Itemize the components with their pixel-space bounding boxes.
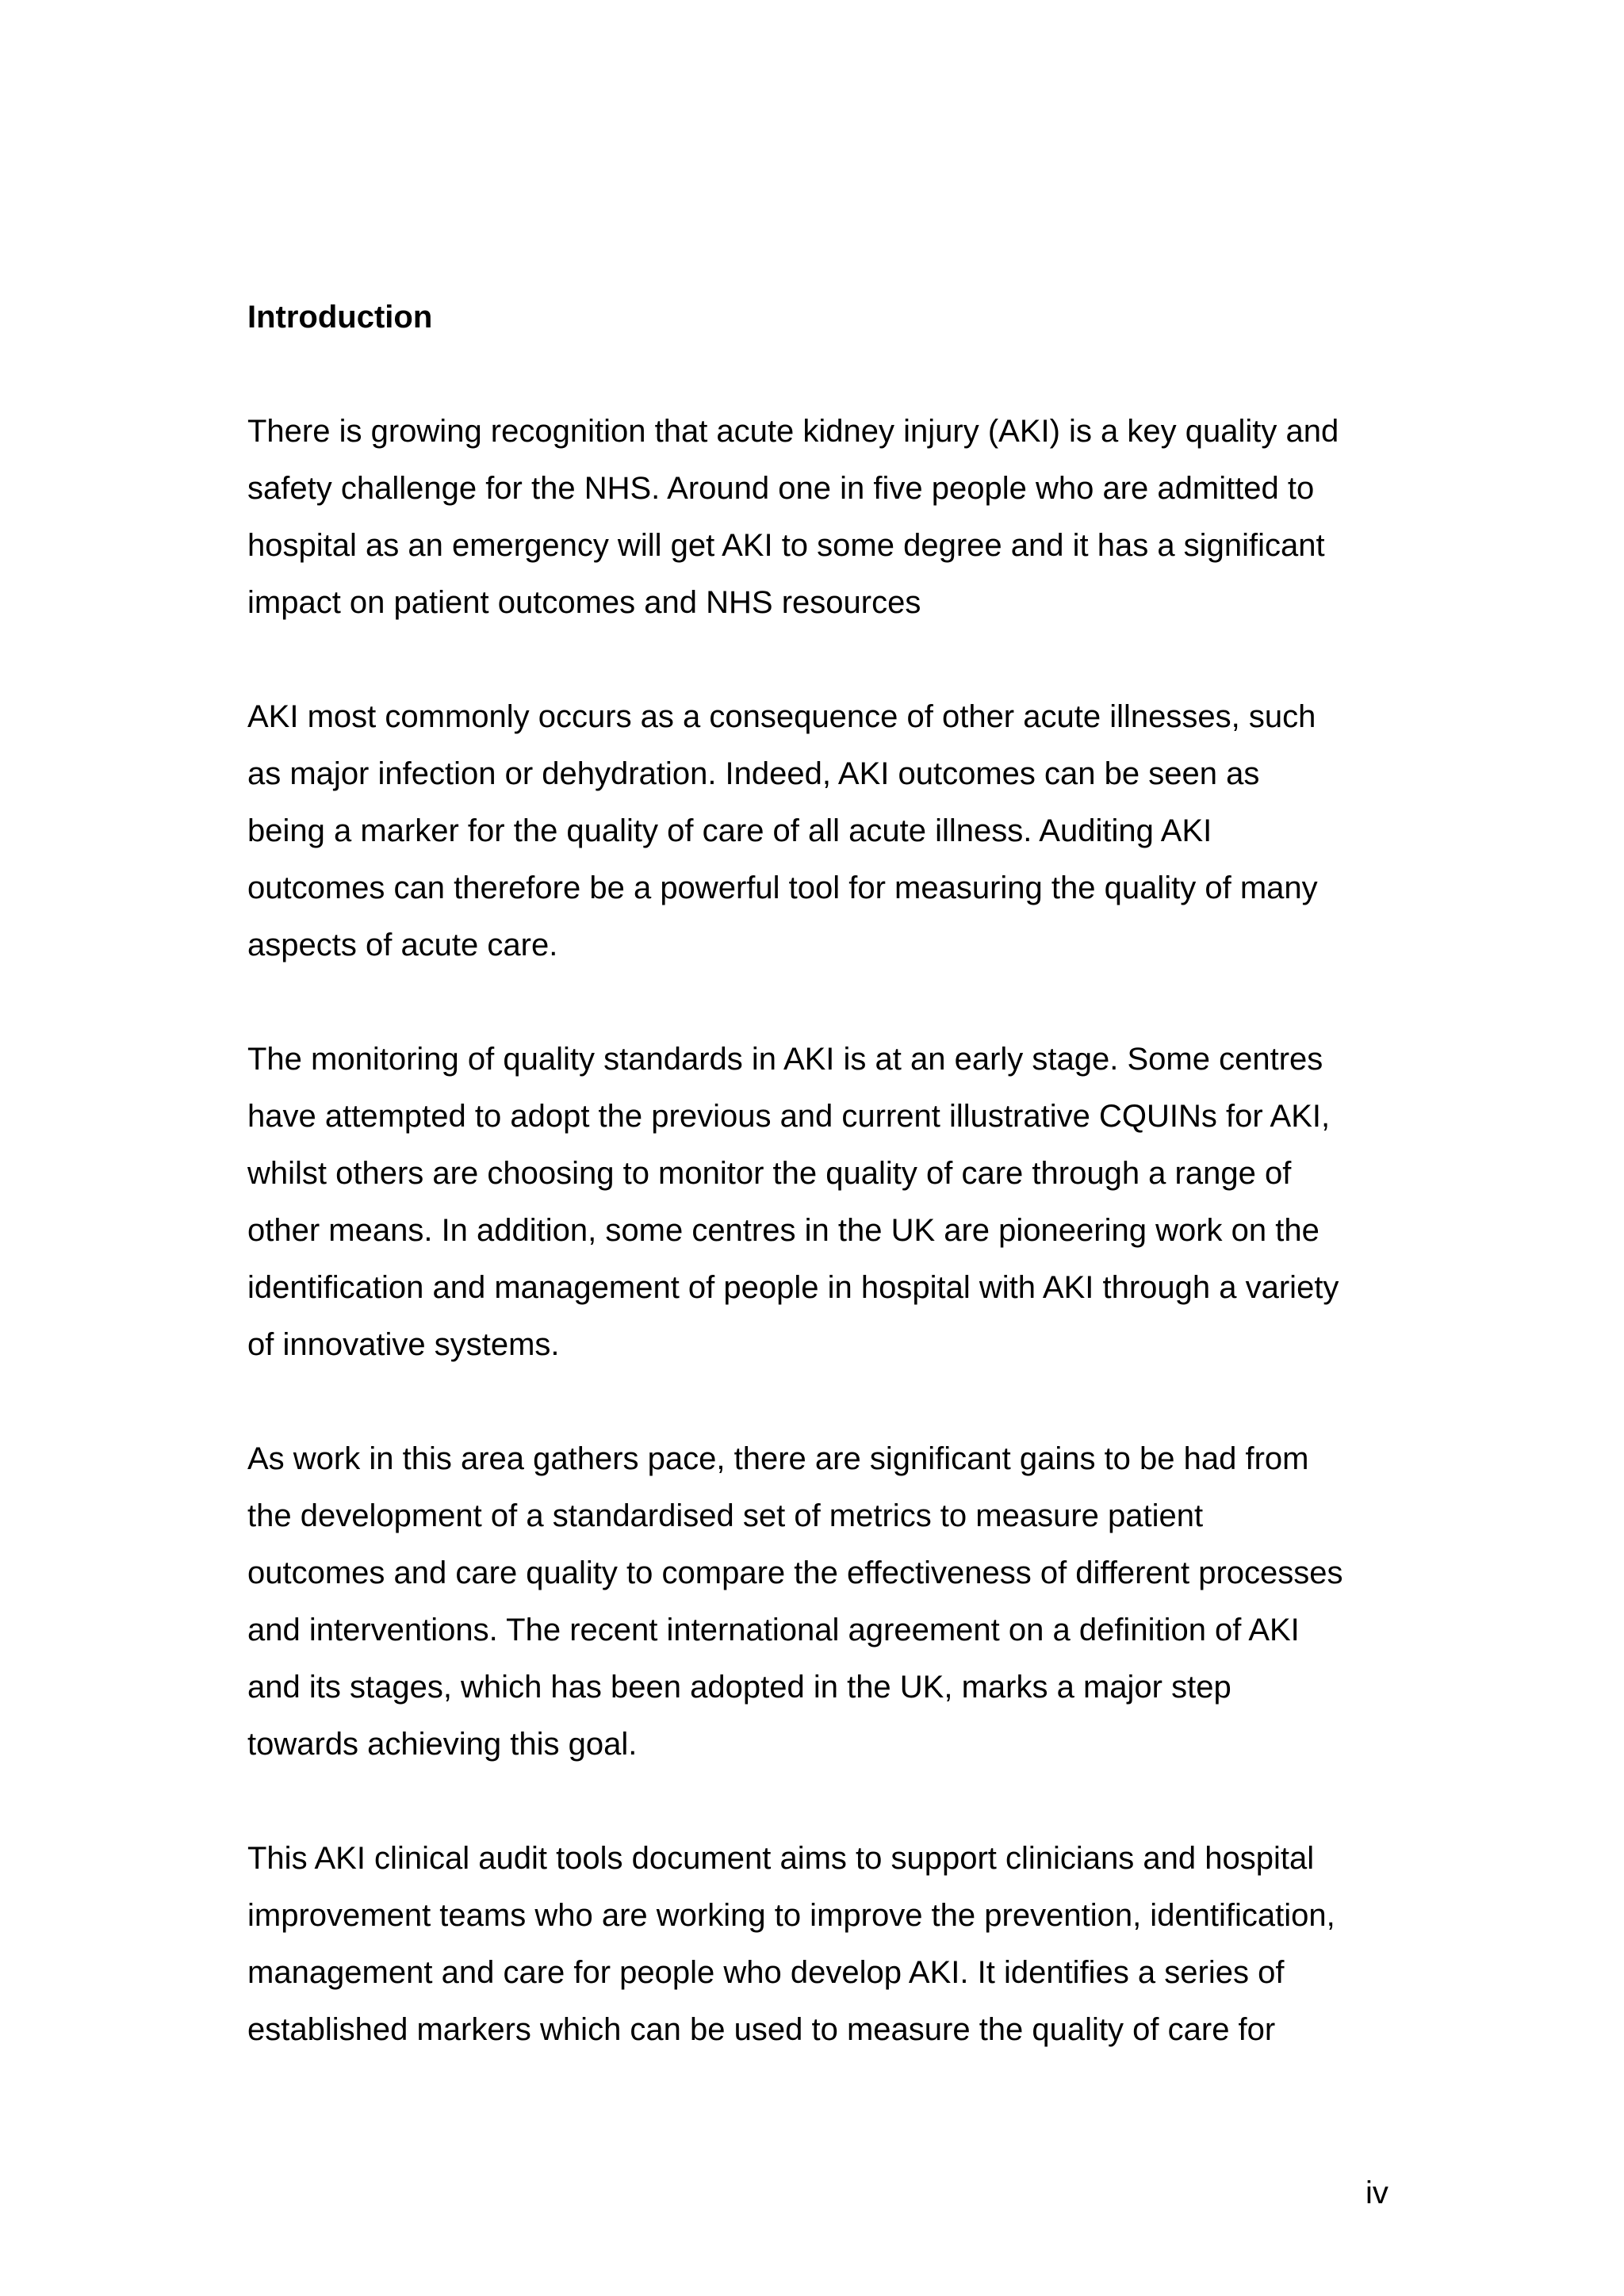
- section-heading: Introduction: [247, 300, 433, 335]
- text-line: hospital as an emergency will get AKI to some degree and it has a significant: [247, 528, 1325, 563]
- paragraph-3: [247, 1031, 1397, 1373]
- paragraph-5: [247, 1830, 1397, 2058]
- text-line: improvement teams who are working to improve the prevention, identification,: [247, 1898, 1335, 1933]
- paragraph-2: [247, 688, 1397, 974]
- page-content: [247, 289, 1397, 2058]
- text-line: of innovative systems.: [247, 1327, 560, 1362]
- text-line: AKI most commonly occurs as a consequence of other acute illnesses, such: [247, 699, 1316, 734]
- text-line: outcomes and care quality to compare the effectiveness of different processes: [247, 1556, 1343, 1590]
- text-line: established markers which can be used to measure the quality of care for: [247, 2012, 1276, 2047]
- spacer: [247, 974, 1397, 1031]
- spacer: [247, 631, 1397, 688]
- text-line: impact on patient outcomes and NHS resources: [247, 585, 921, 620]
- text-line: As work in this area gathers pace, there are significant gains to be had from: [247, 1441, 1309, 1476]
- spacer: [247, 346, 1397, 403]
- page-number: iv: [1365, 2175, 1388, 2210]
- spacer: [247, 1773, 1397, 1830]
- text-line: other means. In addition, some centres in the UK are pioneering work on the: [247, 1213, 1320, 1248]
- text-line: There is growing recognition that acute kidney injury (AKI) is a key quality and: [247, 414, 1339, 449]
- text-line: The monitoring of quality standards in AKI is at an early stage. Some centres: [247, 1042, 1323, 1077]
- text-line: as major infection or dehydration. Indeed, AKI outcomes can be seen as: [247, 756, 1260, 791]
- spacer: [247, 1373, 1397, 1430]
- paragraph-1: [247, 403, 1397, 631]
- text-line: towards achieving this goal.: [247, 1727, 638, 1762]
- text-line: outcomes can therefore be a powerful tool for measuring the quality of many: [247, 871, 1318, 905]
- text-line: the development of a standardised set of metrics to measure patient: [247, 1498, 1204, 1533]
- text-line: management and care for people who develop AKI. It identifies a series of: [247, 1955, 1285, 1990]
- text-line: identification and management of people in hospital with AKI through a variety: [247, 1270, 1339, 1305]
- text-line: aspects of acute care.: [247, 928, 558, 962]
- text-line: and interventions. The recent international agreement on a definition of AKI: [247, 1613, 1300, 1647]
- text-line: This AKI clinical audit tools document aims to support clinicians and hospital: [247, 1841, 1315, 1876]
- text-line: being a marker for the quality of care of all acute illness. Auditing AKI: [247, 813, 1212, 848]
- text-line: have attempted to adopt the previous and current illustrative CQUINs for AKI,: [247, 1099, 1331, 1134]
- text-line: safety challenge for the NHS. Around one in five people who are admitted to: [247, 471, 1315, 506]
- text-line: whilst others are choosing to monitor the quality of care through a range of: [247, 1156, 1292, 1191]
- text-line: and its stages, which has been adopted in the UK, marks a major step: [247, 1670, 1231, 1705]
- paragraph-4: [247, 1430, 1397, 1773]
